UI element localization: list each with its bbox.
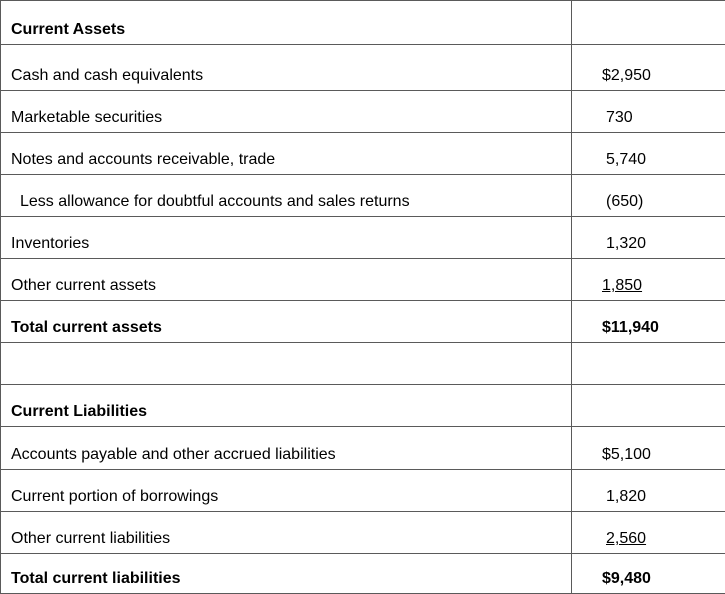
row-label: Marketable securities: [1, 91, 572, 133]
table-row: [1, 259, 725, 301]
table-row: [1, 427, 725, 470]
total-label: Total current liabilities: [1, 554, 572, 594]
spacer-row: [1, 343, 725, 385]
row-label: Cash and cash equivalents: [1, 45, 572, 91]
row-value: $5,100: [572, 427, 725, 470]
current-assets-heading: Current Assets: [1, 1, 572, 45]
current-liabilities-heading: Current Liabilities: [1, 385, 572, 427]
table-row: [1, 133, 725, 175]
table-row: [1, 45, 725, 91]
table-row: [1, 175, 725, 217]
row-value: 730: [572, 91, 725, 133]
row-label: Current portion of borrowings: [1, 470, 572, 512]
empty-cell: [572, 1, 725, 45]
row-value: $2,950: [572, 45, 725, 91]
total-value: $11,940: [572, 301, 725, 343]
row-value: 2,560: [572, 512, 725, 554]
total-row: [1, 301, 725, 343]
row-label: Accounts payable and other accrued liabilities: [1, 427, 572, 470]
row-label: Less allowance for doubtful accounts and sales returns: [1, 175, 572, 217]
total-row: [1, 554, 725, 594]
row-value: 1,320: [572, 217, 725, 259]
row-label: Notes and accounts receivable, trade: [1, 133, 572, 175]
section-header-row: [1, 385, 725, 427]
row-value: 1,820: [572, 470, 725, 512]
total-label: Total current assets: [1, 301, 572, 343]
empty-cell: [1, 343, 572, 385]
empty-cell: [572, 343, 725, 385]
row-value: 1,850: [572, 259, 725, 301]
total-value: $9,480: [572, 554, 725, 594]
empty-cell: [572, 385, 725, 427]
row-value: (650): [572, 175, 725, 217]
table-row: [1, 470, 725, 512]
row-label: Other current assets: [1, 259, 572, 301]
row-label: Inventories: [1, 217, 572, 259]
row-label: Other current liabilities: [1, 512, 572, 554]
table-row: [1, 217, 725, 259]
table-row: [1, 512, 725, 554]
row-value: 5,740: [572, 133, 725, 175]
section-header-row: [1, 1, 725, 45]
table-row: [1, 91, 725, 133]
